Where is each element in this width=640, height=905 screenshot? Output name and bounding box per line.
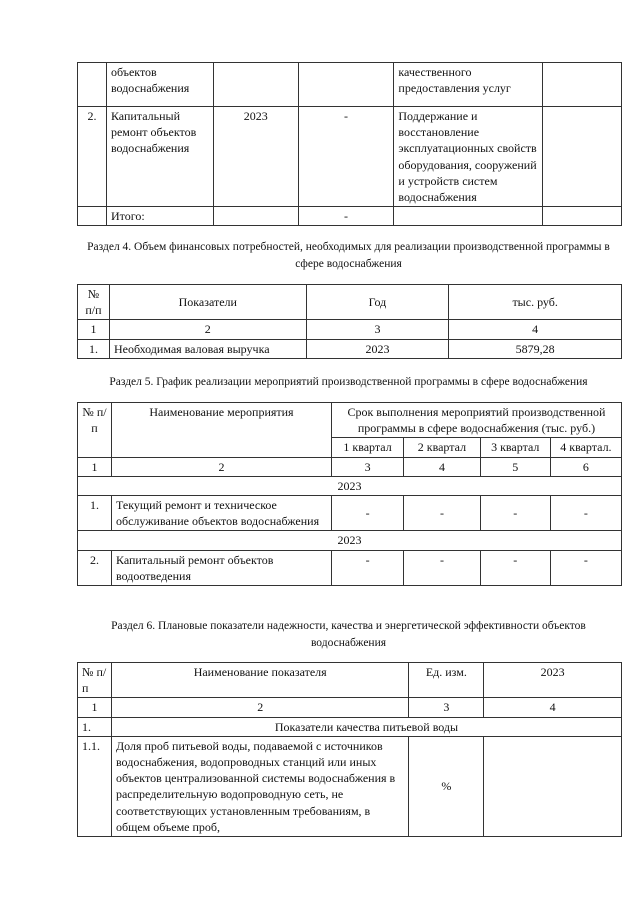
- table-section-6: [77, 662, 622, 837]
- header-q3: 3 квартал: [480, 438, 550, 457]
- header-number: № п/п: [78, 663, 112, 698]
- total-row: [78, 207, 622, 226]
- indicator-unit: %: [409, 736, 484, 836]
- measure-name: Капитальный ремонт объектов водоотведения: [112, 550, 332, 585]
- year-label: 2023: [78, 531, 622, 550]
- section-5-heading: Раздел 5. График реализации мероприятий производственной программы в сфере водоснабжения: [109, 376, 588, 388]
- indicator-value: [484, 736, 622, 836]
- measure-name: Капитальный ремонт объектов водоснабжения: [106, 107, 213, 207]
- header-measure: Наименование мероприятия: [112, 403, 332, 458]
- indicator-year: 2023: [306, 339, 449, 358]
- table-row: [78, 107, 622, 207]
- table-header-row: [78, 285, 622, 320]
- header-year: 2023: [484, 663, 622, 698]
- year-label: 2023: [78, 476, 622, 495]
- measure-cost: -: [298, 107, 394, 207]
- measure-name: объектов водоснабжения: [106, 63, 213, 107]
- group-row: [78, 717, 622, 736]
- measure-year: 2023: [213, 107, 298, 207]
- table-row: [78, 736, 622, 836]
- row-number: 1.: [78, 495, 112, 530]
- header-term: Срок выполнения мероприятий производственной программы в сфере водоснабжения (тыс. руб.): [331, 403, 621, 438]
- total-value: -: [298, 207, 394, 226]
- header-year: Год: [306, 285, 449, 320]
- table-measures-continued: [77, 62, 622, 226]
- header-indicators: Показатели: [109, 285, 306, 320]
- header-q2: 2 квартал: [404, 438, 481, 457]
- header-q4: 4 квартал.: [550, 438, 621, 457]
- table-row: [78, 63, 622, 107]
- header-indicator: Наименование показателя: [111, 663, 408, 698]
- measure-goal: качественного предоставления услуг: [394, 63, 543, 107]
- table-index-row: 1 2 3 4: [78, 698, 622, 717]
- row-number: 1.: [78, 717, 112, 736]
- year-row: [78, 531, 622, 550]
- table-header-row: [78, 663, 622, 698]
- row-number: 1.1.: [78, 736, 112, 836]
- indicator-name: Доля проб питьевой воды, подаваемой с источников водоснабжения, водопроводных станций или иных объектов централизованной системы водоснабжения в распределительную водопроводную сеть, не соответствующих установленным требованиям, в общем объеме проб,: [111, 736, 408, 836]
- row-number: 1.: [78, 339, 110, 358]
- table-section-4: [77, 284, 622, 359]
- table-index-row: 1 2 3 4 5 6: [78, 457, 622, 476]
- row-number: 2.: [78, 550, 112, 585]
- indicator-value: 5879,28: [449, 339, 622, 358]
- table-row: 2. Капитальный ремонт объектов водоотведения - - - -: [78, 550, 622, 585]
- table-row: 1. Текущий ремонт и техническое обслуживание объектов водоснабжения - - - -: [78, 495, 622, 530]
- section-4-heading: Раздел 4. Объем финансовых потребностей, необходимых для реализации производственной программы в сфере водоснабжения: [87, 241, 610, 270]
- header-unit: Ед. изм.: [409, 663, 484, 698]
- table-section-5: [77, 402, 622, 586]
- header-q1: 1 квартал: [331, 438, 403, 457]
- header-amount: тыс. руб.: [449, 285, 622, 320]
- table-index-row: 1 2 3 4: [78, 320, 622, 339]
- row-number: 2.: [78, 107, 107, 207]
- table-row: [78, 339, 622, 358]
- year-row: [78, 476, 622, 495]
- group-label: Показатели качества питьевой воды: [111, 717, 621, 736]
- measure-name: Текущий ремонт и техническое обслуживание объектов водоснабжения: [112, 495, 332, 530]
- measure-goal: Поддержание и восстановление эксплуатационных свойств оборудования, сооружений и устройств систем водоснабжения: [394, 107, 543, 207]
- table-header-row: [78, 403, 622, 438]
- total-label: Итого:: [106, 207, 213, 226]
- header-number: № п/п: [78, 403, 112, 458]
- header-number: № п/п: [78, 285, 110, 320]
- section-6-heading: Раздел 6. Плановые показатели надежности, качества и энергетической эффективности объектов водоснабжения: [111, 620, 586, 649]
- indicator-name: Необходимая валовая выручка: [109, 339, 306, 358]
